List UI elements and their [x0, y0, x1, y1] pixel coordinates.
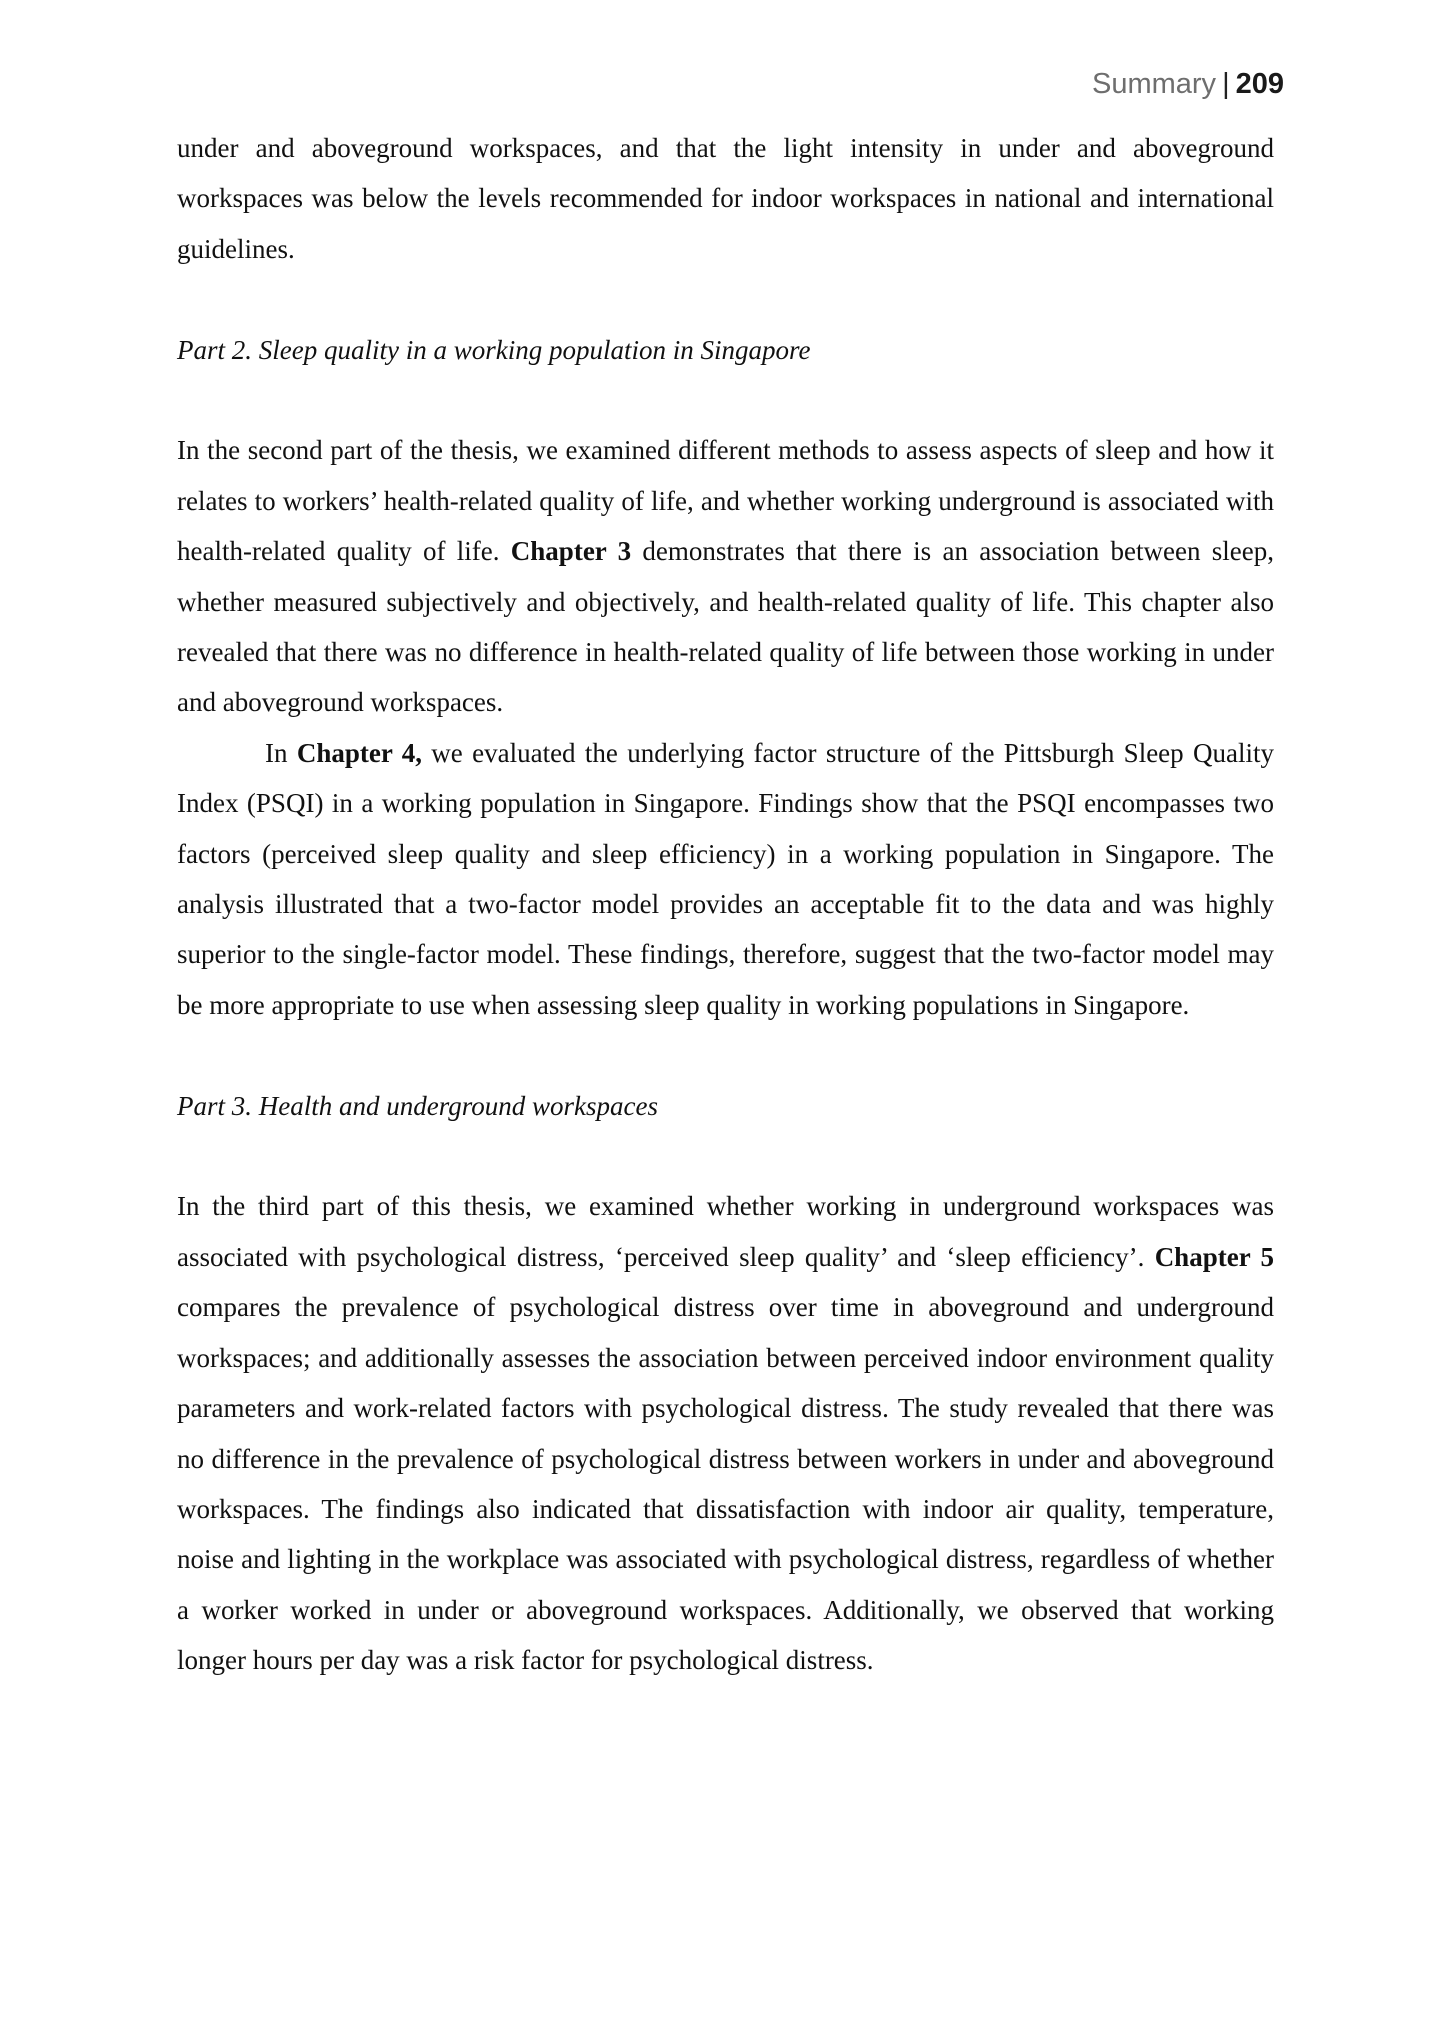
paragraph-text: In the third part of this thesis, we examined whether working in underground workspaces was associated with psychological distress, ‘perceived sleep quality’ and ‘sleep efficiency’.	[177, 1191, 1274, 1272]
paragraph-text: In	[265, 737, 297, 768]
section-heading-part-3: Part 3. Health and underground workspaces	[177, 1090, 658, 1121]
paragraph-chapter-4	[177, 728, 1274, 1030]
page-body	[177, 123, 1274, 1686]
header-section-title: Summary	[1091, 68, 1217, 100]
paragraph-text: compares the prevalence of psychological distress over time in aboveground and underground workspaces; and additionally assesses the association between perceived indoor environment quality parameters and work-related factors with psychological distress. The study revealed that there was no difference in the prevalence of psychological distress between workers in under and aboveground workspaces. The findings also indicated that dissatisfaction with indoor air quality, temperature, noise and lighting in the workplace was associated with psychological distress, regardless of whether a worker worked in under or aboveground workspaces. Additionally, we observed that working longer hours per day was a risk factor for psychological distress.	[177, 1292, 1274, 1676]
page-number: 209	[1235, 68, 1284, 100]
running-header	[1092, 68, 1284, 101]
chapter-reference: Chapter 5	[1154, 1241, 1274, 1272]
spacer	[177, 1030, 1274, 1080]
spacer	[177, 375, 1274, 425]
paragraph-chapter-3	[177, 425, 1274, 727]
paragraph-chapter-5	[177, 1181, 1274, 1685]
spacer	[177, 274, 1274, 324]
chapter-reference: Chapter 4,	[296, 737, 422, 768]
paragraph-text: we evaluated the underlying factor structure of the Pittsburgh Sleep Quality Index (PSQI) in a working population in Singapore. Findings show that the PSQI encompasses two factors (perceived sleep quality and sleep efficiency) in a working population in Singapore. The analysis illustrated that a two-factor model provides an acceptable fit to the data and was highly superior to the single-factor model. These findings, therefore, suggest that the two-factor model may be more appropriate to use when assessing sleep quality in working populations in Singapore.	[177, 737, 1274, 1020]
section-heading-part-2: Part 2. Sleep quality in a working population in Singapore	[177, 334, 811, 365]
header-separator: |	[1222, 68, 1230, 100]
paragraph-text: demonstrates that there is an association between sleep, whether measured subjectively and objectively, and health-related quality of life. This chapter also revealed that there was no difference in health-related quality of life between those working in under and aboveground workspaces.	[177, 536, 1274, 718]
chapter-reference: Chapter 3	[510, 536, 632, 567]
paragraph-text: In the second part of the thesis, we examined different methods to assess aspects of sleep and how it relates to workers’ health-related quality of life, and whether working underground is associated with health-related quality of life.	[177, 435, 1274, 567]
paragraph-continuation: under and aboveground workspaces, and that the light intensity in under and aboveground workspaces was below the levels recommended for indoor workspaces in national and international guidelines.	[177, 133, 1274, 264]
spacer	[177, 1131, 1274, 1181]
